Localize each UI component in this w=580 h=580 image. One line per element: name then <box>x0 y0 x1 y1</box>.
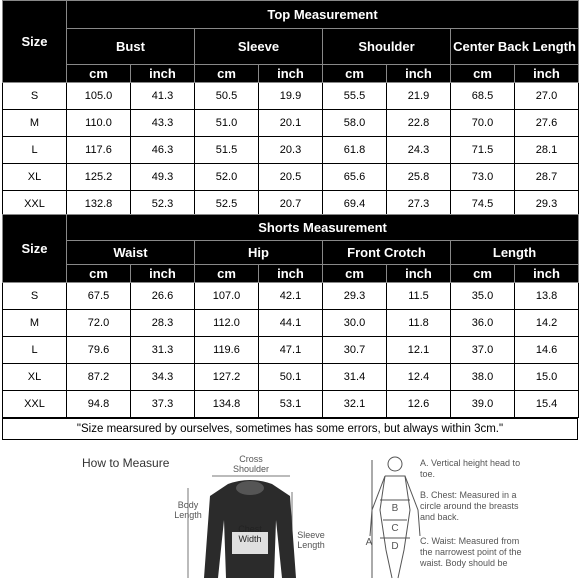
value-cell: 71.5 <box>451 137 515 164</box>
value-cell: 31.4 <box>323 364 387 391</box>
unit-header-inch: inch <box>387 65 451 83</box>
unit-header-cm: cm <box>195 65 259 83</box>
size-cell: M <box>3 110 67 137</box>
value-cell: 58.0 <box>323 110 387 137</box>
group-header: Hip <box>195 241 323 265</box>
value-cell: 67.5 <box>67 283 131 310</box>
value-cell: 39.0 <box>451 391 515 418</box>
unit-header-inch: inch <box>131 65 195 83</box>
figure-letter-b: B <box>391 503 399 514</box>
size-cell: XXL <box>3 391 67 418</box>
group-header: Front Crotch <box>323 241 451 265</box>
value-cell: 11.5 <box>387 283 451 310</box>
unit-header-cm: cm <box>451 265 515 283</box>
value-cell: 94.8 <box>67 391 131 418</box>
value-cell: 52.3 <box>131 191 195 218</box>
body-length-label: Body Length <box>174 500 202 520</box>
measure-desc-b: B. Chest: Measured in a circle around the breasts and back. <box>420 490 519 522</box>
unit-header-inch: inch <box>387 265 451 283</box>
value-cell: 20.7 <box>259 191 323 218</box>
figure-letter-c: C <box>391 523 399 534</box>
value-cell: 51.5 <box>195 137 259 164</box>
value-cell: 12.1 <box>387 337 451 364</box>
value-cell: 51.0 <box>195 110 259 137</box>
size-cell: XXL <box>3 191 67 218</box>
value-cell: 29.3 <box>515 191 579 218</box>
table-row <box>3 364 579 391</box>
value-cell: 49.3 <box>131 164 195 191</box>
chest-width-label: Chest Width <box>238 524 262 544</box>
group-header: Waist <box>67 241 195 265</box>
figure-letter-d: D <box>391 541 399 552</box>
value-cell: 28.1 <box>515 137 579 164</box>
value-cell: 47.1 <box>259 337 323 364</box>
group-header: Center Back Length <box>451 29 579 65</box>
value-cell: 20.5 <box>259 164 323 191</box>
measure-desc-c: C. Waist: Measured from the narrowest point of the waist. Body should be <box>420 536 522 568</box>
value-cell: 14.6 <box>515 337 579 364</box>
value-cell: 50.1 <box>259 364 323 391</box>
value-cell: 50.5 <box>195 83 259 110</box>
unit-header-inch: inch <box>259 65 323 83</box>
value-cell: 127.2 <box>195 364 259 391</box>
value-cell: 28.3 <box>131 310 195 337</box>
value-cell: 24.3 <box>387 137 451 164</box>
table-row <box>3 310 579 337</box>
group-header: Bust <box>67 29 195 65</box>
value-cell: 30.7 <box>323 337 387 364</box>
unit-header-cm: cm <box>323 65 387 83</box>
value-cell: 132.8 <box>67 191 131 218</box>
value-cell: 29.3 <box>323 283 387 310</box>
value-cell: 27.0 <box>515 83 579 110</box>
group-header: Sleeve <box>195 29 323 65</box>
value-cell: 34.3 <box>131 364 195 391</box>
size-disclaimer-note: "Size mearsured by ourselves, sometimes has some errors, but always within 3cm." <box>2 418 578 440</box>
value-cell: 37.0 <box>451 337 515 364</box>
table-row <box>3 337 579 364</box>
value-cell: 117.6 <box>67 137 131 164</box>
value-cell: 12.6 <box>387 391 451 418</box>
how-to-measure-section <box>0 440 580 580</box>
size-header: Size <box>3 1 67 83</box>
group-header: Length <box>451 241 579 265</box>
value-cell: 72.0 <box>67 310 131 337</box>
value-cell: 79.6 <box>67 337 131 364</box>
value-cell: 70.0 <box>451 110 515 137</box>
unit-header-inch: inch <box>131 265 195 283</box>
value-cell: 55.5 <box>323 83 387 110</box>
value-cell: 27.6 <box>515 110 579 137</box>
section-title: Shorts Measurement <box>67 215 579 241</box>
value-cell: 43.3 <box>131 110 195 137</box>
value-cell: 25.8 <box>387 164 451 191</box>
unit-header-cm: cm <box>195 265 259 283</box>
value-cell: 15.0 <box>515 364 579 391</box>
value-cell: 37.3 <box>131 391 195 418</box>
table-row <box>3 110 579 137</box>
value-cell: 105.0 <box>67 83 131 110</box>
section-title: Top Measurement <box>67 1 579 29</box>
shorts-measurement-table <box>2 214 579 418</box>
value-cell: 42.1 <box>259 283 323 310</box>
unit-header-cm: cm <box>67 65 131 83</box>
size-cell: L <box>3 137 67 164</box>
table-row <box>3 283 579 310</box>
value-cell: 125.2 <box>67 164 131 191</box>
value-cell: 26.6 <box>131 283 195 310</box>
size-cell: L <box>3 337 67 364</box>
value-cell: 11.8 <box>387 310 451 337</box>
value-cell: 46.3 <box>131 137 195 164</box>
value-cell: 14.2 <box>515 310 579 337</box>
value-cell: 44.1 <box>259 310 323 337</box>
unit-header-cm: cm <box>67 265 131 283</box>
value-cell: 13.8 <box>515 283 579 310</box>
value-cell: 119.6 <box>195 337 259 364</box>
value-cell: 53.1 <box>259 391 323 418</box>
value-cell: 12.4 <box>387 364 451 391</box>
value-cell: 87.2 <box>67 364 131 391</box>
value-cell: 65.6 <box>323 164 387 191</box>
size-cell: S <box>3 83 67 110</box>
value-cell: 35.0 <box>451 283 515 310</box>
value-cell: 112.0 <box>195 310 259 337</box>
unit-header-inch: inch <box>515 265 579 283</box>
value-cell: 20.1 <box>259 110 323 137</box>
value-cell: 22.8 <box>387 110 451 137</box>
value-cell: 52.5 <box>195 191 259 218</box>
value-cell: 61.8 <box>323 137 387 164</box>
value-cell: 27.3 <box>387 191 451 218</box>
figure-letter-a: A <box>365 537 373 548</box>
size-header: Size <box>3 215 67 283</box>
value-cell: 28.7 <box>515 164 579 191</box>
value-cell: 19.9 <box>259 83 323 110</box>
cross-shoulder-label: Cross Shoulder <box>232 454 270 474</box>
table-row <box>3 164 579 191</box>
value-cell: 21.9 <box>387 83 451 110</box>
value-cell: 69.4 <box>323 191 387 218</box>
measure-desc-a: A. Vertical height head to toe. <box>420 458 521 479</box>
value-cell: 20.3 <box>259 137 323 164</box>
table-row <box>3 83 579 110</box>
sleeve-length-label: Sleeve Length <box>297 530 325 550</box>
size-cell: S <box>3 283 67 310</box>
table-row <box>3 391 579 418</box>
unit-header-cm: cm <box>323 265 387 283</box>
size-cell: XL <box>3 164 67 191</box>
value-cell: 32.1 <box>323 391 387 418</box>
value-cell: 68.5 <box>451 83 515 110</box>
value-cell: 38.0 <box>451 364 515 391</box>
top-measurement-table <box>2 0 579 218</box>
value-cell: 36.0 <box>451 310 515 337</box>
value-cell: 41.3 <box>131 83 195 110</box>
value-cell: 73.0 <box>451 164 515 191</box>
unit-header-inch: inch <box>515 65 579 83</box>
size-cell: M <box>3 310 67 337</box>
table-row <box>3 137 579 164</box>
value-cell: 134.8 <box>195 391 259 418</box>
value-cell: 74.5 <box>451 191 515 218</box>
value-cell: 30.0 <box>323 310 387 337</box>
size-cell: XL <box>3 364 67 391</box>
value-cell: 110.0 <box>67 110 131 137</box>
value-cell: 107.0 <box>195 283 259 310</box>
unit-header-inch: inch <box>259 265 323 283</box>
unit-header-cm: cm <box>451 65 515 83</box>
how-to-measure-title: How to Measure <box>82 456 170 470</box>
group-header: Shoulder <box>323 29 451 65</box>
value-cell: 52.0 <box>195 164 259 191</box>
value-cell: 15.4 <box>515 391 579 418</box>
value-cell: 31.3 <box>131 337 195 364</box>
